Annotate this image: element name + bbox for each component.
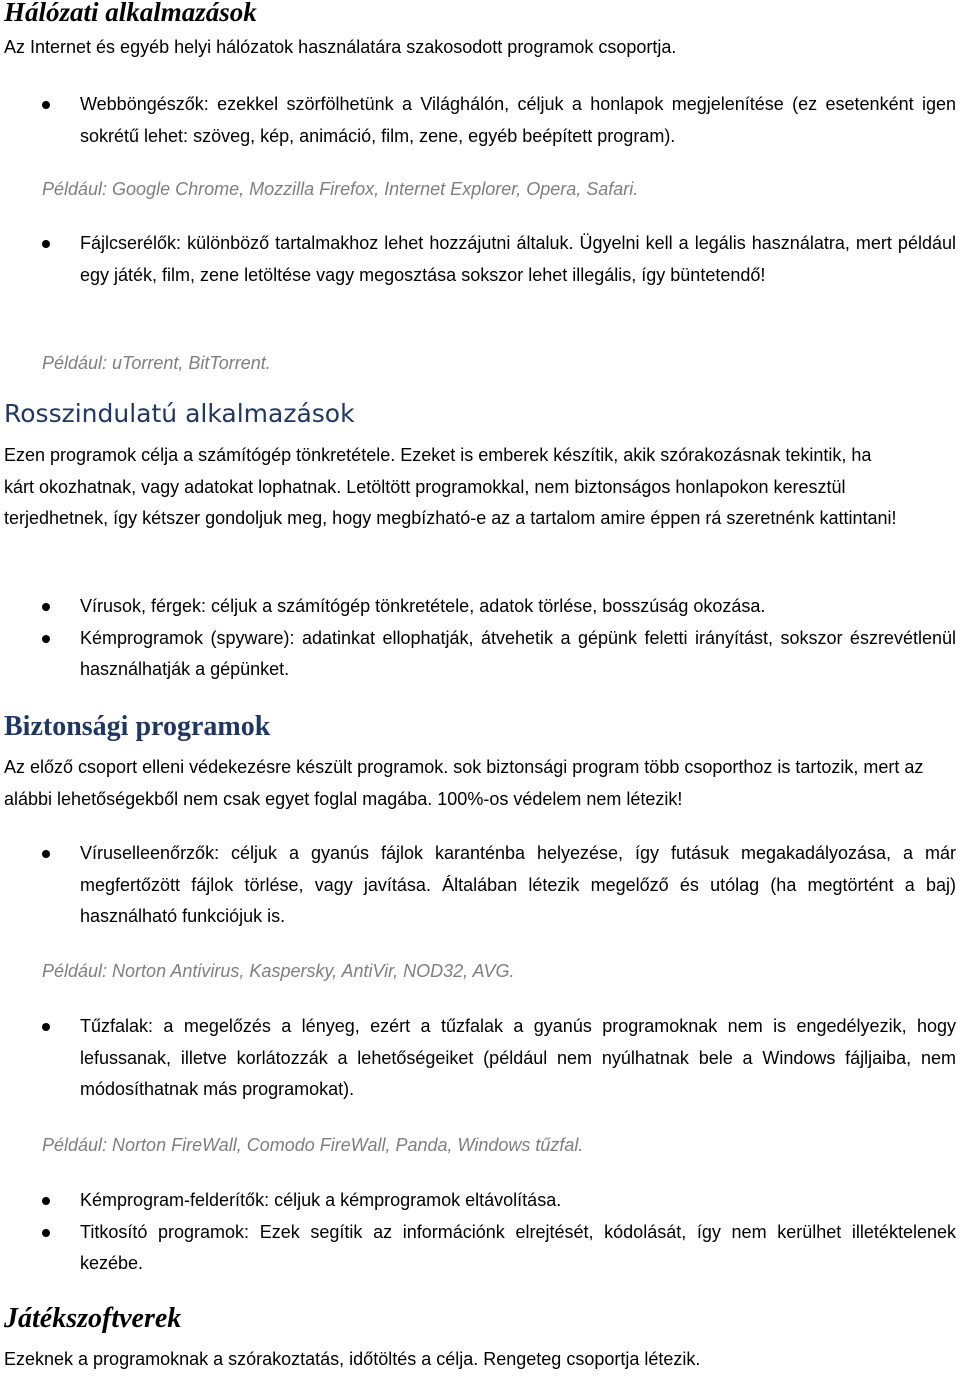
list-item — [4, 623, 956, 686]
list-item-text: Fájlcserélők: különböző tartalmakhoz lehet hozzájutni általuk. Ügyelni kell a legális használatra, mert például egy játék, film, zene letöltése vagy megosztása sokszor lehet illegális, így büntetendő! — [80, 233, 956, 285]
list-item-text: Titkosító programok: Ezek segítik az információnk elrejtését, kódolását, így nem kerülhet illetéktelenek kezébe. — [80, 1221, 956, 1273]
list-item — [4, 228, 956, 291]
network-intro: Az Internet és egyéb helyi hálózatok használatára szakosodott programok csoportja. — [4, 37, 677, 57]
list-item-text: Kémprogram-felderítők: céljuk a kémprogramok eltávolítása. — [80, 1190, 562, 1210]
list-item-text: Webböngészők: ezekkel szörfölhetünk a Világhálón, céljuk a honlapok megjelenítése (ez esetenként igen sokrétű lehet: szöveg, kép, animáció, film, zene, egyéb beépített program). — [80, 94, 956, 146]
security-list-3 — [4, 1185, 956, 1280]
section-heading-network: Hálózati alkalmazások — [4, 0, 257, 27]
bullet-icon — [42, 850, 50, 858]
bullet-icon — [42, 1197, 50, 1205]
list-item — [4, 591, 956, 623]
bullet-icon — [42, 240, 50, 248]
security-example-antivirus: Például: Norton Antivirus, Kaspersky, AntiVir, NOD32, AVG. — [42, 961, 515, 981]
section-heading-games: Játékszoftverek — [4, 1303, 182, 1334]
list-item-text: Tűzfalak: a megelőzés a lényeg, ezért a tűzfalak a gyanús programoknak nem is engedélyezik, hogy lefussanak, illetve korlátozzák a lehetőségeiket (például nem nyúlhatnak bele a Windows fájljaiba, nem módosíthatnak más programokat). — [80, 1016, 956, 1099]
bullet-icon — [42, 1023, 50, 1031]
bullet-icon — [42, 603, 50, 611]
list-item — [4, 1011, 956, 1106]
section-heading-malware: Rosszindulatú alkalmazások — [4, 399, 355, 428]
section-heading-security: Biztonsági programok — [4, 711, 271, 742]
network-list — [4, 89, 956, 152]
security-intro: Az előző csoport elleni védekezésre készült programok. sok biztonsági program több csoporthoz is tartozik, mert az alábbi lehetőségekből nem csak egyet foglal magába. 100%-os védelem nem létezik! — [4, 757, 924, 809]
bullet-icon — [42, 1229, 50, 1237]
list-item-text: Vírusok, férgek: céljuk a számítógép tönkretétele, adatok törlése, bosszúság okozása. — [80, 596, 766, 616]
bullet-icon — [42, 101, 50, 109]
network-example-browsers: Például: Google Chrome, Mozzilla Firefox, Internet Explorer, Opera, Safari. — [42, 179, 639, 199]
bullet-icon — [42, 635, 50, 643]
list-item — [4, 838, 956, 933]
list-item — [4, 1185, 956, 1217]
network-example-filesharing: Például: uTorrent, BitTorrent. — [42, 353, 271, 373]
security-example-firewall: Például: Norton FireWall, Comodo FireWall, Panda, Windows tűzfal. — [42, 1135, 584, 1155]
list-item — [4, 89, 956, 152]
malware-list — [4, 591, 956, 686]
malware-intro: Ezen programok célja a számítógép tönkretétele. Ezeket is emberek készítik, akik szórakozásnak tekintik, ha kárt okozhatnak, vagy adatokat lophatnak. Letöltött programokkal, nem biztonságos honlapokon keresztül terjedhetnek, így kétszer gondoljuk meg, hogy megbízható-e az a tartalom amire éppen rá szeretnénk kattintani! — [4, 445, 897, 528]
list-item-text: Kémprogramok (spyware): adatinkat ellophatják, átvehetik a gépünk feletti irányítást, sokszor észrevétlenül használhatják a gépünket. — [80, 627, 956, 679]
list-item-text: Víruselleenőrzők: céljuk a gyanús fájlok karanténba helyezése, így futásuk megakadályozása, a már megfertőzött fájlok törlése, vagy javítása. Általában létezik megelőző és utólag (ha megtörtént a baj) használható funkciójuk is. — [80, 843, 956, 926]
games-intro: Ezeknek a programoknak a szórakoztatás, időtöltés a célja. Rengeteg csoportja létezik. — [4, 1349, 701, 1369]
list-item — [4, 1217, 956, 1280]
security-list — [4, 838, 956, 933]
network-list-2 — [4, 228, 956, 291]
security-list-2 — [4, 1011, 956, 1106]
